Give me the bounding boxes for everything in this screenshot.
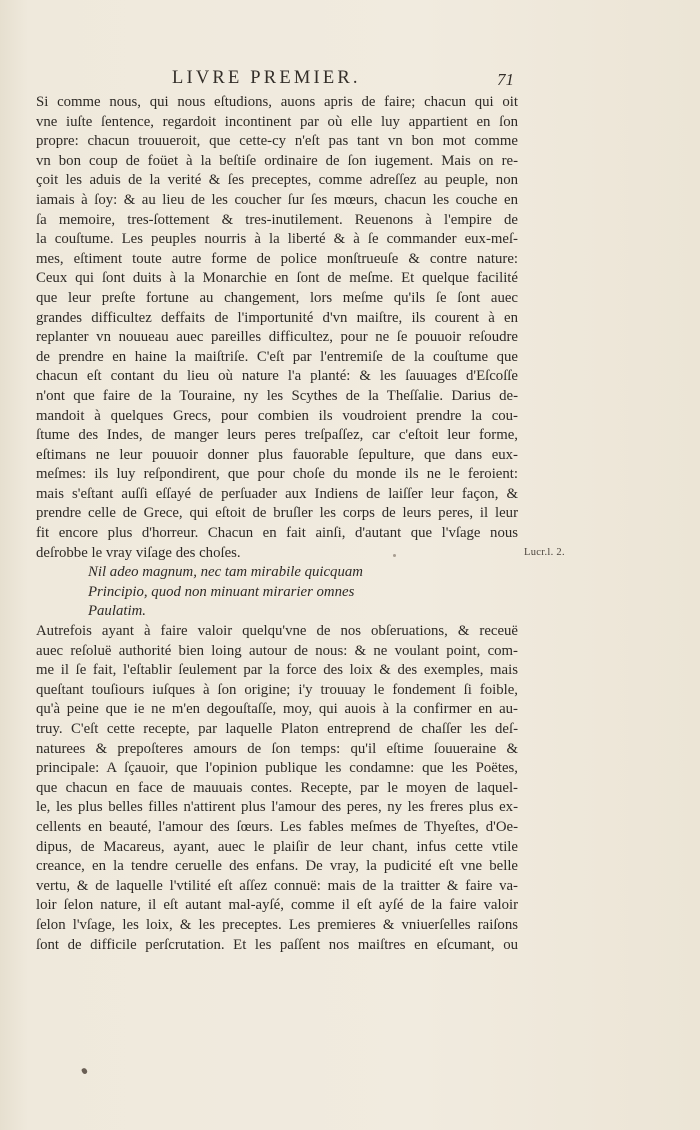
text-line: me il ſe fait, l'eſtablir ſeulement par la force des loix & des exemples, mais [36,662,518,679]
text-line: ſa memoire, tres-ſottement & tres-inutilement. Reuenons à l'empire de [36,211,518,228]
text-line: meſmes: ils luy reſpondirent, que pour choſe du monde ils ne le feroient: [36,466,518,483]
page-number: 71 [497,70,514,89]
text-line: Si comme nous, qui nous eſtudions, auons apris de faire; chacun qui oit [36,94,518,110]
text-line: naturees & prepoſteres amours de ſon temps: qu'il eſtime ſouueraine & [36,740,518,757]
margin-citation: Lucr.l. 2. [524,547,565,558]
text-line: ſont de difficile perſcrutation. Et les paſſent nos maiſtres en eſcumant, ou [36,936,518,953]
text-line: queſtant touſiours iuſques à ſon origine; i'y trouuay le fondement ſi foible, [36,681,518,698]
text-line: mais s'eſtant auſſi eſſayé de perſuader aux Indiens de laiſſer leur façon, & [36,485,518,502]
text-line: prendre celle de Grece, qui eſtoit de bruſler les corps de leurs peres, il leur [36,505,518,522]
verse-line: Paulatim. [88,603,146,620]
text-line: vertu, & de laquelle l'vtilité eſt aſſez connuë: mais de la traitter & faire va- [36,877,518,894]
text-line: replanter vn nouueau auec pareilles difficultez, pour ne ſe pouuoir reſoudre [36,329,518,346]
text-line: ſelon l'vſage, les loix, & les preceptes. Les premieres & vniuerſelles raiſons [36,916,518,933]
text-line: principale: A ſçauoir, que l'opinion publique les condamne: que les Poëtes, [36,760,518,777]
text-line: eſtimans ne leur pouuoir donner plus fauorable ſepulture, que dans eux- [36,446,518,463]
running-title: LIVRE PREMIER. [172,68,361,88]
text-line: Ceux qui ſont duits à la Monarchie en ſont de meſme. Et quelque facilité [36,270,518,287]
text-line: de prendre en haine la maiſtriſe. C'eſt par l'entremiſe de la couſtume que [36,348,518,365]
text-line: çoit les aduis de la verité & ſes preceptes, comme adreſſez au peuple, non [36,172,518,189]
body-text [36,93,518,955]
text-line: chacun eſt contant du lieu où nature l'a planté: & les ſauuages d'Eſcoſſe [36,368,518,385]
text-line: grandes difficultez deffaits de l'importunité d'vn maiſtre, ils courent à en [36,309,518,326]
verse-line: Principio, quod non minuant mirarier omnes [88,583,355,600]
text-line: loir ſelon nature, il eſt autant mal-ayſé, comme il eſt ayſé de la faire valoir [36,897,518,914]
text-line: ſtume des Indes, de manger leurs peres treſpaſſez, car c'eſtoit leur forme, [36,427,518,444]
text-line: propre: chacun trouueroit, que cette-cy n'eſt pas tant vn bon mot comme [36,133,518,150]
text-line: n'ont que faire de la Touraine, ny les Scythes de la Theſſalie. Darius de- [36,387,518,404]
paper-spot-decoration [393,554,396,557]
text-line: que chacun en face de mauuais contes. Recepte, par le moyen de laquel- [36,779,518,796]
text-line: vn bon coup de foüet à la beſtiſe ordinaire de ſon iugement. Mais on re- [36,152,518,169]
text-line: truy. C'eſt cette recepte, par laquelle Platon entreprend de chaſſer les deſ- [36,721,518,737]
text-line: le, les plus belles filles n'attirent plus l'amour des peres, ny les freres plus ex- [36,799,518,816]
text-line: fit encore plus d'horreur. Chacun en fait ainſi, d'autant que l'vſage nous [36,525,518,542]
text-line: la couſtume. Les peuples nourris à la liberté & à ſe commander eux-meſ- [36,231,518,248]
text-line: deſrobbe le vray viſage des choſes. [36,544,241,561]
text-line: cellents en beauté, l'amour des ſœurs. Les fables meſmes de Thyeſtes, d'Oe- [36,818,518,835]
text-line: auec reſoluë authorité bien loing autour de nous: & ne voulant point, com- [36,642,518,659]
running-head [0,68,700,94]
text-line: vne iuſte ſentence, regardoit incontinent par où elle luy appartient en ſon [36,113,518,130]
text-line: que leur preſte fortune au changement, lors meſme qu'ils ſe ſont auec [36,289,518,306]
text-line: Autrefois ayant à faire valoir quelqu'vne de nos obſeruations, & receuë [36,623,518,640]
text-line: creance, en la tendre ceruelle des enfans. De vray, la pudicité eſt vne belle [36,858,518,875]
verse-line: Nil adeo magnum, nec tam mirabile quicquam [88,564,363,581]
ink-speck-decoration [81,1067,88,1075]
text-line: mes, eſtiment toute autre forme de police monſtrueuſe & contre nature: [36,250,518,267]
text-line: mandoit à quelques Grecs, pour combien ils voudroient prendre la cou- [36,407,518,424]
text-line: iamais à ſoy: & au lieu de les coucher ſur ſes mœurs, chacun les couche en [36,191,518,208]
text-line: qu'à peine que ie ne m'en degouſtaſſe, moy, qui auois à la confirmer en au- [36,701,518,718]
text-line: dipus, de Macareus, ayant, auec le plaiſir de leur chant, infus cette vtile [36,838,518,855]
